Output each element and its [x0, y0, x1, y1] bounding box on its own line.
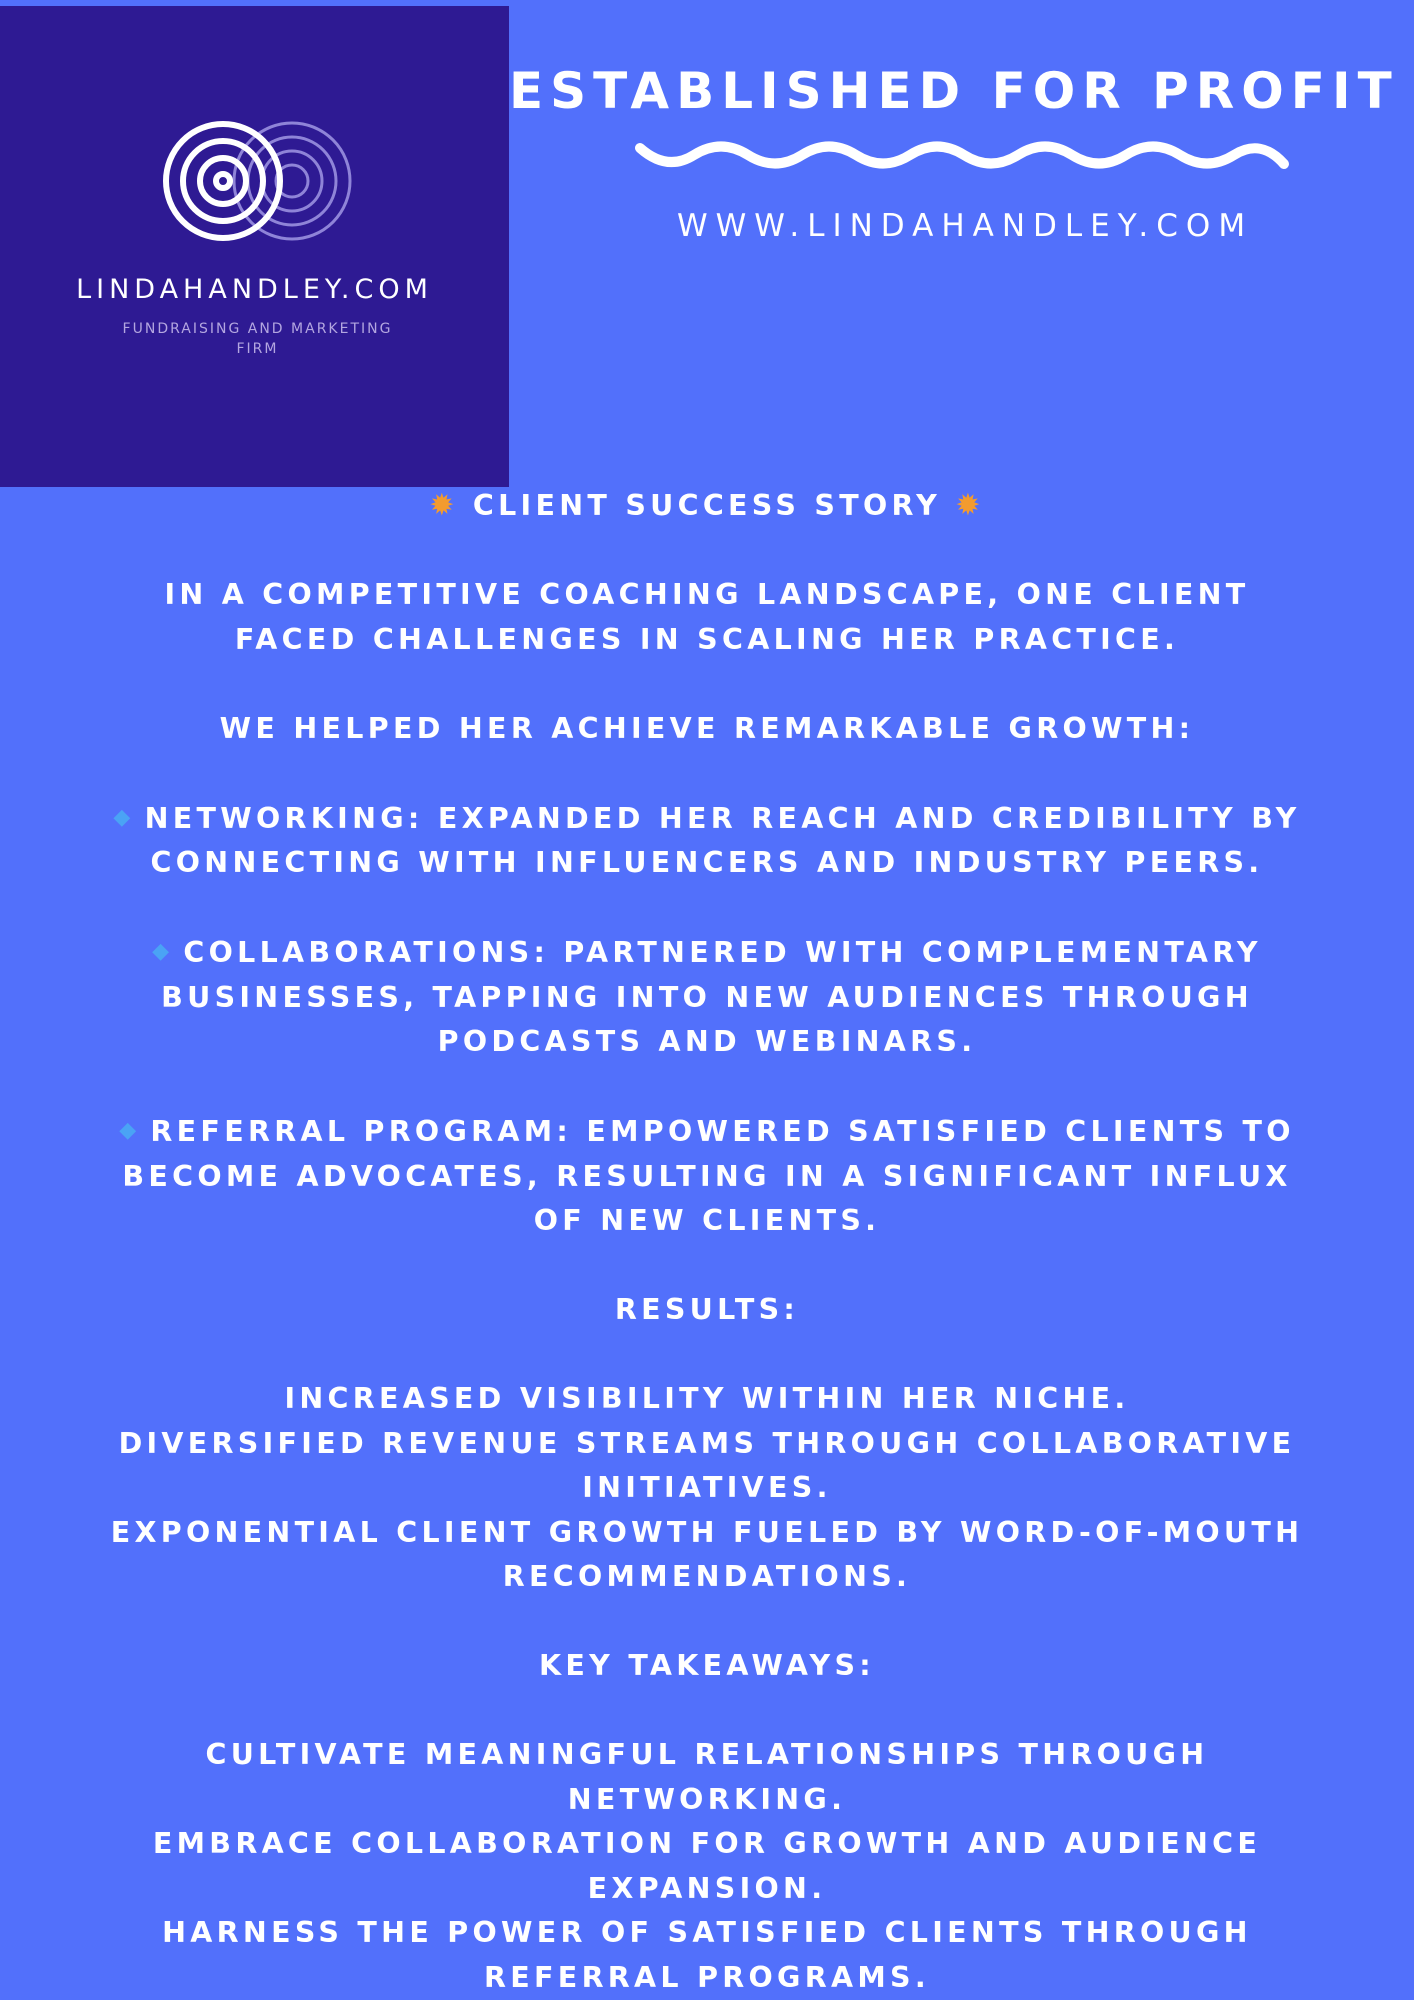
- logo-name: LINDAHANDLEY.COM: [76, 274, 433, 305]
- takeaway-line: HARNESS THE POWER OF SATISFIED CLIENTS THROUGH: [162, 1916, 1252, 1949]
- bullet-line: CONNECTING WITH INFLUENCERS AND INDUSTRY PEERS.: [150, 846, 1264, 879]
- result-line: INCREASED VISIBILITY WITHIN HER NICHE.: [284, 1382, 1130, 1415]
- concentric-circles-logo-icon: [160, 114, 360, 254]
- diamond-icon: ◆: [113, 804, 135, 830]
- bullet-referral: [50, 1109, 1364, 1155]
- growth-heading: WE HELPED HER ACHIEVE REMARKABLE GROWTH:: [219, 711, 1195, 745]
- bullet-line: NETWORKING: EXPANDED HER REACH AND CREDIBILITY BY: [144, 801, 1301, 835]
- sun-icon: ✹: [955, 488, 985, 523]
- page-headline: ESTABLISHED FOR PROFIT: [509, 62, 1399, 120]
- bullet-line: REFERRAL PROGRAM: EMPOWERED SATISFIED CLIENTS TO: [150, 1115, 1295, 1148]
- result-line: DIVERSIFIED REVENUE STREAMS THROUGH COLLABORATIVE: [118, 1426, 1296, 1460]
- takeaway-line: NETWORKING.: [567, 1782, 847, 1816]
- success-story: [50, 484, 1364, 2000]
- bullet-networking: [50, 796, 1364, 842]
- takeaway-line: REFERRAL PROGRAMS.: [484, 1960, 930, 1994]
- bullet-line: OF NEW CLIENTS.: [533, 1204, 881, 1237]
- logo-panel: [0, 6, 509, 487]
- takeaway-line: EXPANSION.: [587, 1871, 827, 1905]
- result-line: RECOMMENDATIONS.: [502, 1560, 912, 1593]
- takeaway-line: CULTIVATE MEANINGFUL RELATIONSHIPS THROUGH: [205, 1738, 1209, 1771]
- bullet-line: PODCASTS AND WEBINARS.: [437, 1025, 977, 1058]
- intro-line: FACED CHALLENGES IN SCALING HER PRACTICE.: [234, 622, 1180, 656]
- result-line: EXPONENTIAL CLIENT GROWTH FUELED BY WORD-OF-MOUTH: [110, 1515, 1304, 1549]
- wave-divider: [634, 138, 1290, 172]
- website-link[interactable]: WWW.LINDAHANDLEY.COM: [676, 208, 1254, 244]
- bullet-line: BECOME ADVOCATES, RESULTING IN A SIGNIFICANT INFLUX: [122, 1159, 1292, 1193]
- logo-tagline-line: FUNDRAISING AND MARKETING: [122, 321, 393, 337]
- intro-line: IN A COMPETITIVE COACHING LANDSCAPE, ONE CLIENT: [164, 578, 1250, 611]
- logo-tagline: [100, 319, 415, 359]
- result-line: INITIATIVES.: [582, 1471, 832, 1504]
- bullet-line: COLLABORATIONS: PARTNERED WITH COMPLEMENTARY: [183, 936, 1262, 969]
- takeaway-line: EMBRACE COLLABORATION FOR GROWTH AND AUDIENCE: [152, 1827, 1262, 1860]
- sun-icon: ✹: [429, 488, 459, 523]
- story-title-row: [50, 484, 1364, 529]
- bullet-line: BUSINESSES, TAPPING INTO NEW AUDIENCES THROUGH: [161, 980, 1253, 1014]
- bullet-collaborations: [50, 930, 1364, 976]
- logo-tagline-line: FIRM: [236, 341, 279, 357]
- results-heading: RESULTS:: [614, 1293, 800, 1326]
- diamond-icon: ◆: [119, 1118, 141, 1143]
- story-title: CLIENT SUCCESS STORY: [472, 489, 942, 522]
- diamond-icon: ◆: [152, 939, 174, 964]
- takeaways-heading: KEY TAKEAWAYS:: [539, 1649, 875, 1682]
